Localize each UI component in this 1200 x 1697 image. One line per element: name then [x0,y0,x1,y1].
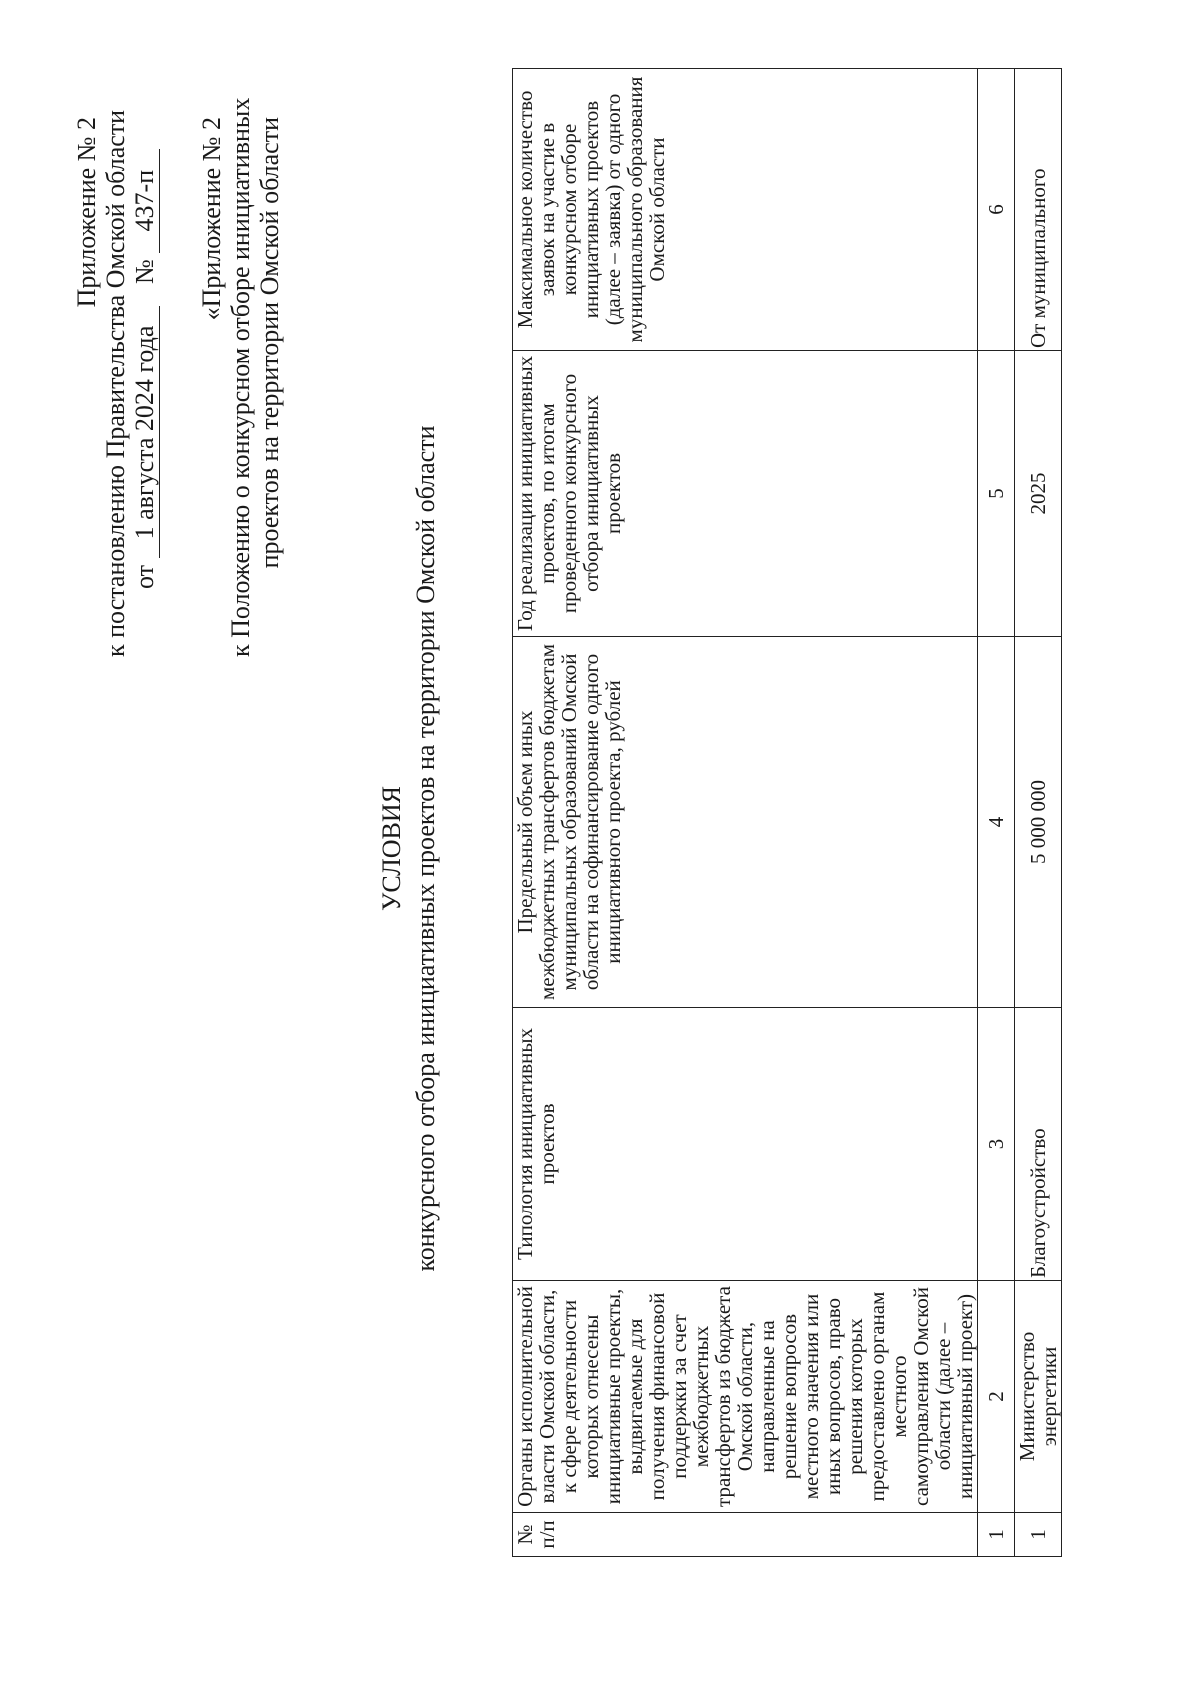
regulation-line-2: проектов на территории Омской области [255,117,284,569]
column-number-cell: 3 [978,1008,1015,1281]
regulation-line-1: к Положению о конкурсном отборе инициативных [226,97,255,657]
table-header-row [513,69,978,1557]
column-number-cell: 2 [978,1281,1015,1513]
header-cell-authorities: Органы исполнительной власти Омской области, к сфере деятельности которых отнесены инициативные проекты, выдвигаемые для получения финансовой поддержки за счет межбюджетных трансфертов из бюджета Омской области, направленные на решение вопросов местного значения или иных вопросов, право решения которых предоставлено органам местного самоуправления Омской области (далее – инициативный проект) [513,1281,978,1513]
resolution-date-line [130,117,160,657]
max-applications-cell: От муниципального [1015,69,1062,351]
authority-cell: Министерство энергетики [1015,1281,1062,1513]
column-number-cell: 1 [978,1513,1015,1557]
number-field [130,149,160,253]
header-cell-max-applications: Максимальное количество заявок на участие в конкурсном отборе инициативных проектов (далее – заявка) от одного муниципального образования Омской области [513,69,978,351]
row-number-cell: 1 [1015,1513,1062,1557]
column-number-cell: 5 [978,351,1015,637]
resolution-date: 1 августа 2024 года [130,325,159,540]
header-cell-transfer-limit: Предельный объем иных межбюджетных трансфертов бюджетам муниципальных образований Омской области на софинансирование одного инициативного проекта, рублей [513,637,978,1008]
header-cell-number: № п/п [513,1513,978,1557]
header-cell-typology: Типология инициативных проектов [513,1008,978,1281]
sub-appendix-label: «Приложение № 2 [197,117,226,321]
header-cell-year: Год реализации инициативных проектов, по итогам проведенного конкурсного отбора инициативных проектов [513,351,978,637]
date-field [130,306,160,558]
year-cell: 2025 [1015,351,1062,637]
document-subtitle: конкурсного отбора инициативных проектов на территории Омской области [411,425,440,1272]
table-row [1015,69,1062,1557]
typology-cell: Благоустройство [1015,1008,1062,1281]
column-number-cell: 6 [978,69,1015,351]
number-prefix: № [130,259,159,284]
document-title: УСЛОВИЯ [377,786,406,911]
resolution-reference: к постановлению Правительства Омской области [101,109,130,657]
resolution-number: 437-п [130,169,159,232]
table-column-number-row [978,69,1015,1557]
regulation-header [197,97,284,657]
resolution-header [72,109,160,657]
appendix-label: Приложение № 2 [72,117,101,308]
from-prefix: от [130,564,159,589]
column-number-cell: 4 [978,637,1015,1008]
conditions-table [512,68,1062,1557]
transfer-limit-cell: 5 000 000 [1015,637,1062,1008]
